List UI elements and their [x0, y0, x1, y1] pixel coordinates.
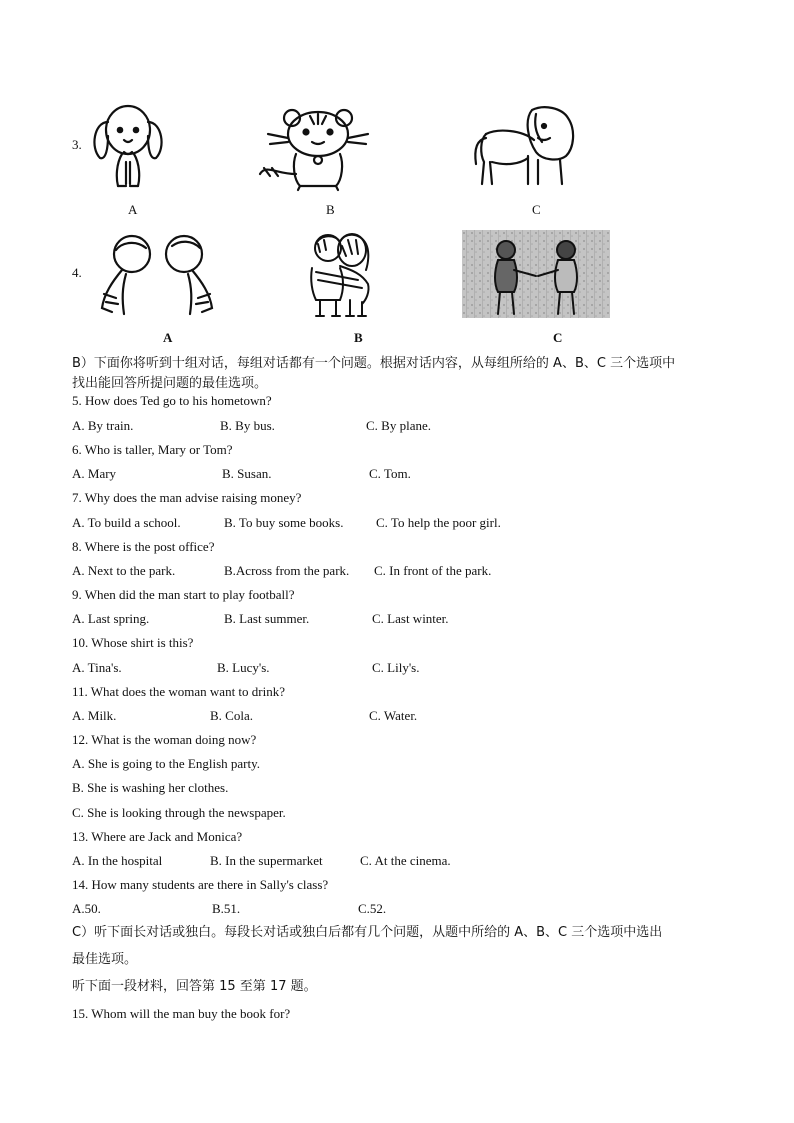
question-6: 6. Who is taller, Mary or Tom?	[72, 442, 233, 457]
option-a: A. By train.	[72, 418, 134, 433]
question-15: 15. Whom will the man buy the book for?	[72, 1006, 291, 1021]
puppy-drawing-icon	[88, 100, 168, 192]
option-c: C.52.	[358, 901, 387, 916]
handshake-photo-icon	[462, 230, 610, 318]
option-b: B. She is washing her clothes.	[72, 780, 229, 795]
lion-drawing-icon	[472, 104, 582, 188]
option-a: A. Next to the park.	[72, 563, 176, 578]
option-b: B.Across from the park.	[224, 563, 350, 578]
option-c: C. By plane.	[366, 418, 431, 433]
option-b: B. Susan.	[222, 466, 272, 481]
option-b: B.51.	[212, 901, 241, 916]
question-13: 13. Where are Jack and Monica?	[72, 829, 243, 844]
option-c: C. Tom.	[369, 466, 411, 481]
question-14: 14. How many students are there in Sally's class?	[72, 877, 329, 892]
option-a: A. Mary	[72, 466, 117, 481]
option-b: B. To buy some books.	[224, 515, 344, 530]
material-note: 听下面一段材料，回答第 15 至第 17 题。	[72, 979, 317, 994]
q4-option-c-label: C	[553, 330, 563, 345]
option-a: A. To build a school.	[72, 515, 181, 530]
option-c: C. To help the poor girl.	[376, 515, 501, 530]
section-b-instruction-line2: 找出能回答所提问题的最佳选项。	[72, 376, 268, 391]
q3-option-c-label: C	[532, 202, 541, 217]
option-a: A. Last spring.	[72, 611, 150, 626]
bowing-people-drawing-icon	[92, 232, 228, 322]
option-c: C. She is looking through the newspaper.	[72, 805, 286, 820]
q4-option-b-label: B	[354, 330, 363, 345]
question-8: 8. Where is the post office?	[72, 539, 215, 554]
tiger-drawing-icon	[256, 104, 380, 192]
question-5: 5. How does Ted go to his hometown?	[72, 393, 272, 408]
option-c: C. Last winter.	[372, 611, 449, 626]
question-10: 10. Whose shirt is this?	[72, 635, 194, 650]
hugging-people-drawing-icon	[296, 230, 388, 322]
q3-option-a-label: A	[128, 202, 138, 217]
question-9: 9. When did the man start to play football?	[72, 587, 295, 602]
question-7: 7. Why does the man advise raising money?	[72, 490, 302, 505]
option-c: C. In front of the park.	[374, 563, 492, 578]
q4-option-a-label: A	[163, 330, 173, 345]
section-c-instruction-line1: C）听下面长对话或独白。每段长对话或独白后都有几个问题，从题中所给的 A、B、C 三个选项中选出	[72, 925, 663, 940]
section-c-instruction-line2: 最佳选项。	[72, 952, 138, 967]
option-b: B. Last summer.	[224, 611, 310, 626]
question-11: 11. What does the woman want to drink?	[72, 684, 286, 699]
option-c: C. Water.	[369, 708, 418, 723]
option-a: A.50.	[72, 901, 101, 916]
option-a: A. In the hospital	[72, 853, 163, 868]
option-b: B. Lucy's.	[217, 660, 270, 675]
option-b: B. In the supermarket	[210, 853, 323, 868]
question-12: 12. What is the woman doing now?	[72, 732, 257, 747]
option-b: B. By bus.	[220, 418, 275, 433]
question-4-number: 4.	[72, 265, 82, 280]
section-b-instruction-line1: B）下面你将听到十组对话，每组对话都有一个问题。根据对话内容，从每组所给的 A、B、C 三个选项中	[72, 356, 676, 371]
option-a: A. She is going to the English party.	[72, 756, 261, 771]
option-a: A. Tina's.	[72, 660, 122, 675]
option-c: C. At the cinema.	[360, 853, 451, 868]
option-b: B. Cola.	[210, 708, 253, 723]
option-a: A. Milk.	[72, 708, 117, 723]
q3-option-b-label: B	[326, 202, 335, 217]
option-c: C. Lily's.	[372, 660, 420, 675]
question-3-number: 3.	[72, 137, 82, 152]
